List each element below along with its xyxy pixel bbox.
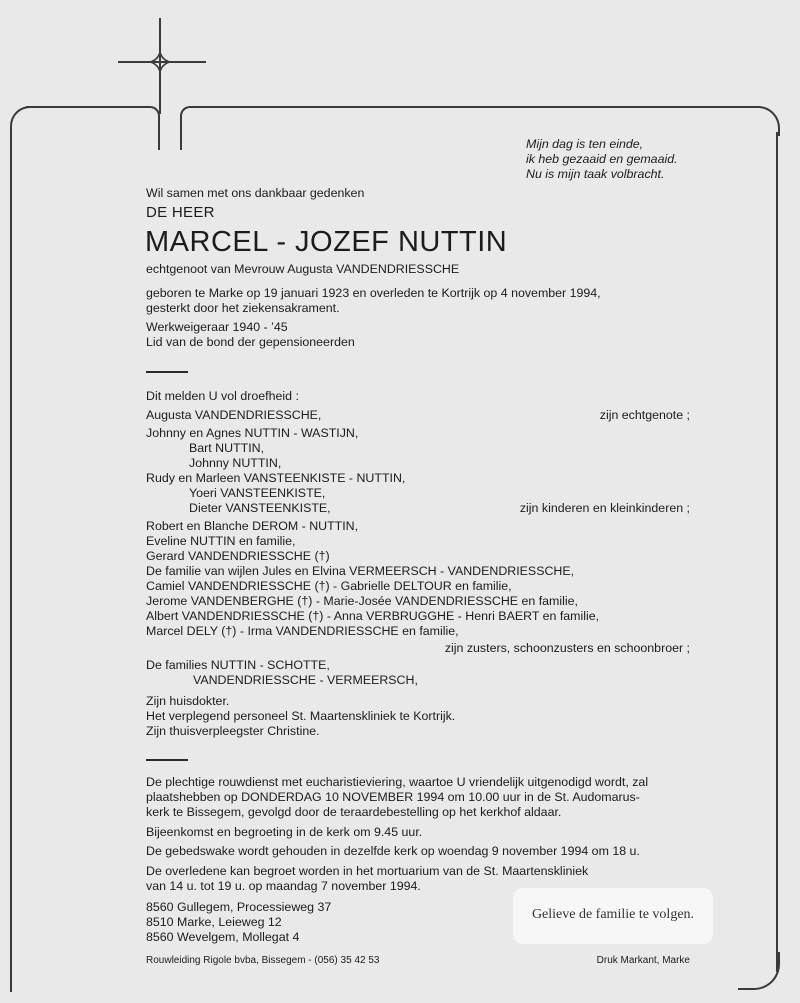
family-line: Jerome VANDENBERGHE (†) - Marie-Josée VANDENDRIESSCHE en familie,: [146, 594, 578, 608]
relation-children: zijn kinderen en kleinkinderen ;: [519, 501, 690, 515]
family-line: Zijn thuisverpleegster Christine.: [146, 724, 320, 738]
life-line-3: Werkweigeraar 1940 - ’45: [146, 320, 288, 334]
poem-line-3: Nu is mijn taak volbracht.: [526, 167, 665, 181]
life-line-4: Lid van de bond der gepensioneerden: [146, 335, 355, 349]
frame-cross-left-post: [158, 118, 160, 150]
address-line: 8560 Gullegem, Processieweg 37: [146, 900, 332, 914]
cross-icon: [110, 14, 212, 114]
address-line: 8560 Wevelgem, Mollegat 4: [146, 930, 300, 944]
honorific: DE HEER: [146, 204, 215, 221]
service-line: kerk te Bissegem, gevolgd door de teraardebestelling op het kerkhof aldaar.: [146, 805, 562, 819]
spouse-line: echtgenoot van Mevrouw Augusta VANDENDRIESSCHE: [146, 262, 460, 276]
frame-left-edge: [10, 132, 12, 992]
family-line: Marcel DELY (†) - Irma VANDENDRIESSCHE en familie,: [146, 624, 459, 638]
frame-cross-right-post: [180, 118, 182, 150]
family-line: VANDENDRIESSCHE - VERMEERSCH,: [193, 673, 418, 687]
relation-wife: zijn echtgenote ;: [599, 408, 690, 422]
service-line: Bijeenkomst en begroeting in de kerk om 9.45 uur.: [146, 825, 423, 839]
family-line: Augusta VANDENDRIESSCHE,: [146, 408, 322, 422]
family-line: Dieter VANSTEENKISTE,: [189, 501, 331, 515]
life-line-1: geboren te Marke op 19 januari 1923 en overleden te Kortrijk op 4 november 1994,: [146, 286, 601, 300]
frame-right-edge: [776, 132, 778, 972]
family-line: Yoeri VANSTEENKISTE,: [189, 486, 326, 500]
family-line: Bart NUTTIN,: [189, 441, 265, 455]
family-line: Johnny en Agnes NUTTIN - WASTIJN,: [146, 426, 359, 440]
announce-text: Dit melden U vol droefheid :: [146, 389, 299, 403]
family-line: Albert VANDENDRIESSCHE (†) - Anna VERBRUGGHE - Henri BAERT en familie,: [146, 609, 600, 623]
family-line: Robert en Blanche DEROM - NUTTIN,: [146, 519, 359, 533]
stamp-text: Gelieve de familie te volgen.: [531, 907, 695, 922]
address-line: 8510 Marke, Leieweg 12: [146, 915, 282, 929]
frame-left-top-curve: [10, 106, 30, 136]
service-line: plaatshebben op DONDERDAG 10 NOVEMBER 1994 om 10.00 uur in de St. Audomarus-: [146, 790, 640, 804]
service-line: De gebedswake wordt gehouden in dezelfde kerk op woendag 9 november 1994 om 18 u.: [146, 844, 640, 858]
family-line: De families NUTTIN - SCHOTTE,: [146, 658, 330, 672]
follow-family-stamp: [513, 888, 713, 944]
separator-2: [146, 759, 188, 761]
separator-1: [146, 371, 188, 373]
frame-top: [190, 106, 760, 108]
family-line: Eveline NUTTIN en familie,: [146, 534, 296, 548]
family-line: Zijn huisdokter.: [146, 694, 230, 708]
footer-undertaker: Rouwleiding Rigole bvba, Bissegem - (056) 35 42 53: [146, 955, 380, 966]
family-line: Johnny NUTTIN,: [189, 456, 282, 470]
relation-siblings: zijn zusters, schoonzusters en schoonbroer ;: [444, 641, 690, 655]
family-line: Rudy en Marleen VANSTEENKISTE - NUTTIN,: [146, 471, 406, 485]
poem-line-1: Mijn dag is ten einde,: [526, 137, 644, 151]
service-line: van 14 u. tot 19 u. op maandag 7 november 1994.: [146, 879, 421, 893]
family-line: Camiel VANDENDRIESSCHE (†) - Gabrielle DELTOUR en familie,: [146, 579, 512, 593]
family-line: Het verplegend personeel St. Maartenskliniek te Kortrijk.: [146, 709, 456, 723]
frame-right-bottom-curve: [738, 952, 780, 990]
family-line: Gerard VANDENDRIESSCHE (†): [146, 549, 330, 563]
life-line-2: gesterkt door het ziekensakrament.: [146, 301, 340, 315]
intro-text: Wil samen met ons dankbaar gedenken: [146, 186, 365, 200]
family-line: De familie van wijlen Jules en Elvina VERMEERSCH - VANDENDRIESSCHE,: [146, 564, 575, 578]
service-line: De plechtige rouwdienst met eucharistieviering, waartoe U vriendelijk uitgenodigd wordt, zal: [146, 775, 649, 789]
poem-line-2: ik heb gezaaid en gemaaid.: [526, 152, 678, 166]
deceased-name: MARCEL - JOZEF NUTTIN: [145, 226, 508, 258]
footer-printer: Druk Markant, Marke: [596, 955, 690, 966]
service-line: De overledene kan begroet worden in het mortuarium van de St. Maartenskliniek: [146, 864, 589, 878]
